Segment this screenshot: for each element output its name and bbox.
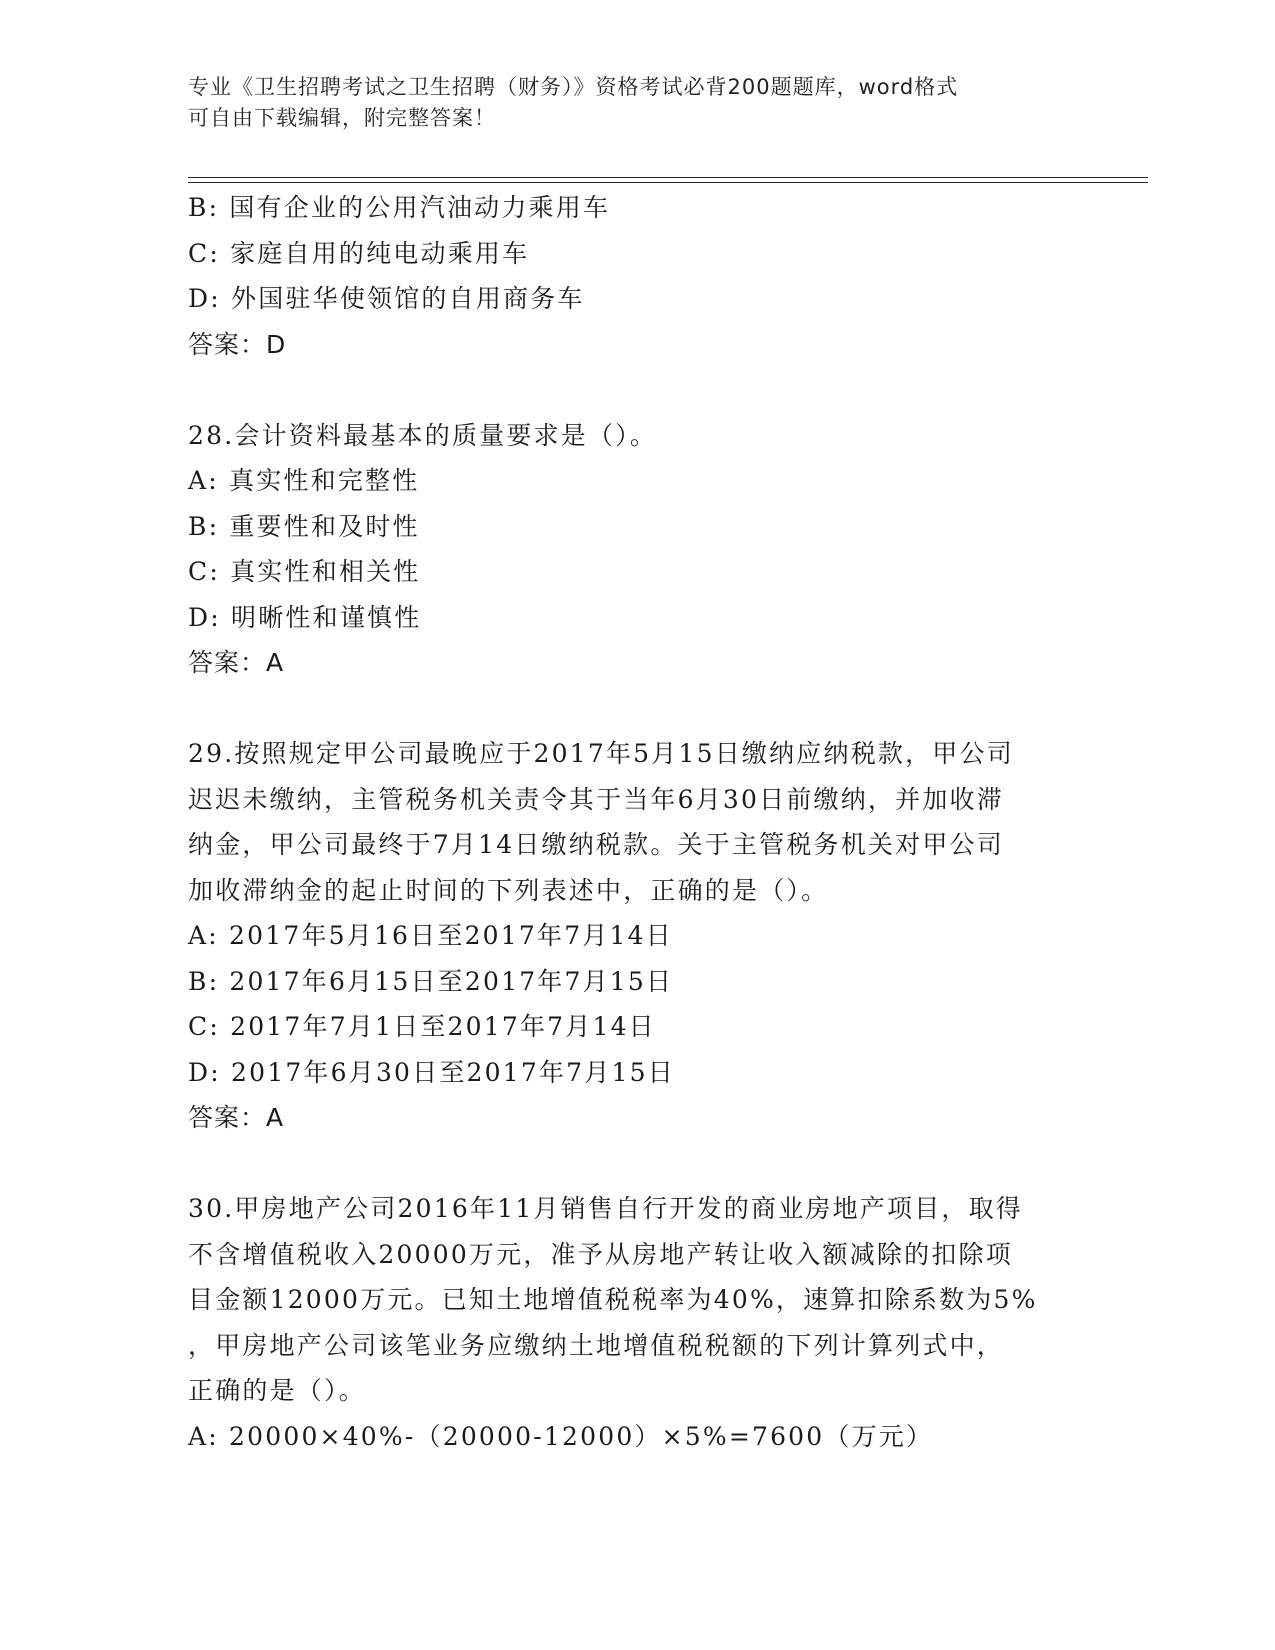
option-b: B: 国有企业的公用汽油动力乘用车 [188, 193, 611, 222]
answer: 答案：D [188, 329, 287, 359]
option-a: A: 真实性和完整性 [188, 466, 420, 495]
question-stem-line: 纳金，甲公司最终于7月14日缴纳税款。关于主管税务机关对甲公司 [188, 830, 1004, 859]
question-stem-line: 不含增值税收入20000万元，准予从房地产转让收入额减除的扣除项 [188, 1239, 1013, 1269]
question-27 [188, 185, 1088, 367]
answer: 答案：A [188, 648, 285, 677]
question-28 [188, 413, 1088, 686]
question-stem-line: 30.甲房地产公司2016年11月销售自行开发的商业房地产项目，取得 [188, 1194, 1023, 1223]
header-title-line-2: 可自由下载编辑，附完整答案！ [188, 106, 496, 130]
option-a: A: 2017年5月16日至2017年7月14日 [188, 921, 673, 950]
question-list [188, 185, 1088, 1459]
question-stem-line: 29.按照规定甲公司最晚应于2017年5月15日缴纳应纳税款，甲公司 [188, 739, 1014, 768]
question-stem-line: 目金额12000万元。已知土地增值税税率为40%，速算扣除系数为5% [188, 1285, 1038, 1314]
header-divider-top [188, 177, 1148, 178]
question-stem-line: 正确的是（）。 [188, 1376, 366, 1405]
question-stem-line: 加收滞纳金的起止时间的下列表述中，正确的是（）。 [188, 875, 829, 905]
question-stem-line: 迟迟未缴纳，主管税务机关责令其于当年6月30日前缴纳，并加收滞 [188, 784, 1004, 814]
question-stem: 28.会计资料最基本的质量要求是（）。 [188, 420, 658, 450]
header-divider-bottom [188, 182, 1148, 183]
question-30 [188, 1186, 1088, 1459]
spacer [188, 1141, 1088, 1187]
option-b: B: 重要性和及时性 [188, 511, 420, 541]
document-header [188, 72, 1068, 134]
spacer [188, 367, 1088, 413]
question-29 [188, 731, 1088, 1141]
option-c: C: 真实性和相关性 [188, 557, 421, 586]
spacer [188, 686, 1088, 732]
header-title-line-1: 专业《卫生招聘考试之卫生招聘（财务）》资格考试必背200题题库，word格式 [188, 75, 959, 99]
option-a: A: 20000×40%-（20000-12000）×5%=7600（万元） [188, 1421, 934, 1451]
option-d: D: 2017年6月30日至2017年7月15日 [188, 1057, 675, 1087]
option-c: C: 2017年7月1日至2017年7月14日 [188, 1012, 656, 1041]
option-b: B: 2017年6月15日至2017年7月15日 [188, 966, 674, 996]
option-c: C: 家庭自用的纯电动乘用车 [188, 238, 530, 268]
option-d: D: 外国驻华使领馆的自用商务车 [188, 284, 585, 313]
answer: 答案：A [188, 1103, 285, 1132]
option-d: D: 明晰性和谨慎性 [188, 602, 422, 632]
question-stem-line: ，甲房地产公司该笔业务应缴纳土地增值税税额的下列计算列式中， [188, 1330, 1005, 1360]
